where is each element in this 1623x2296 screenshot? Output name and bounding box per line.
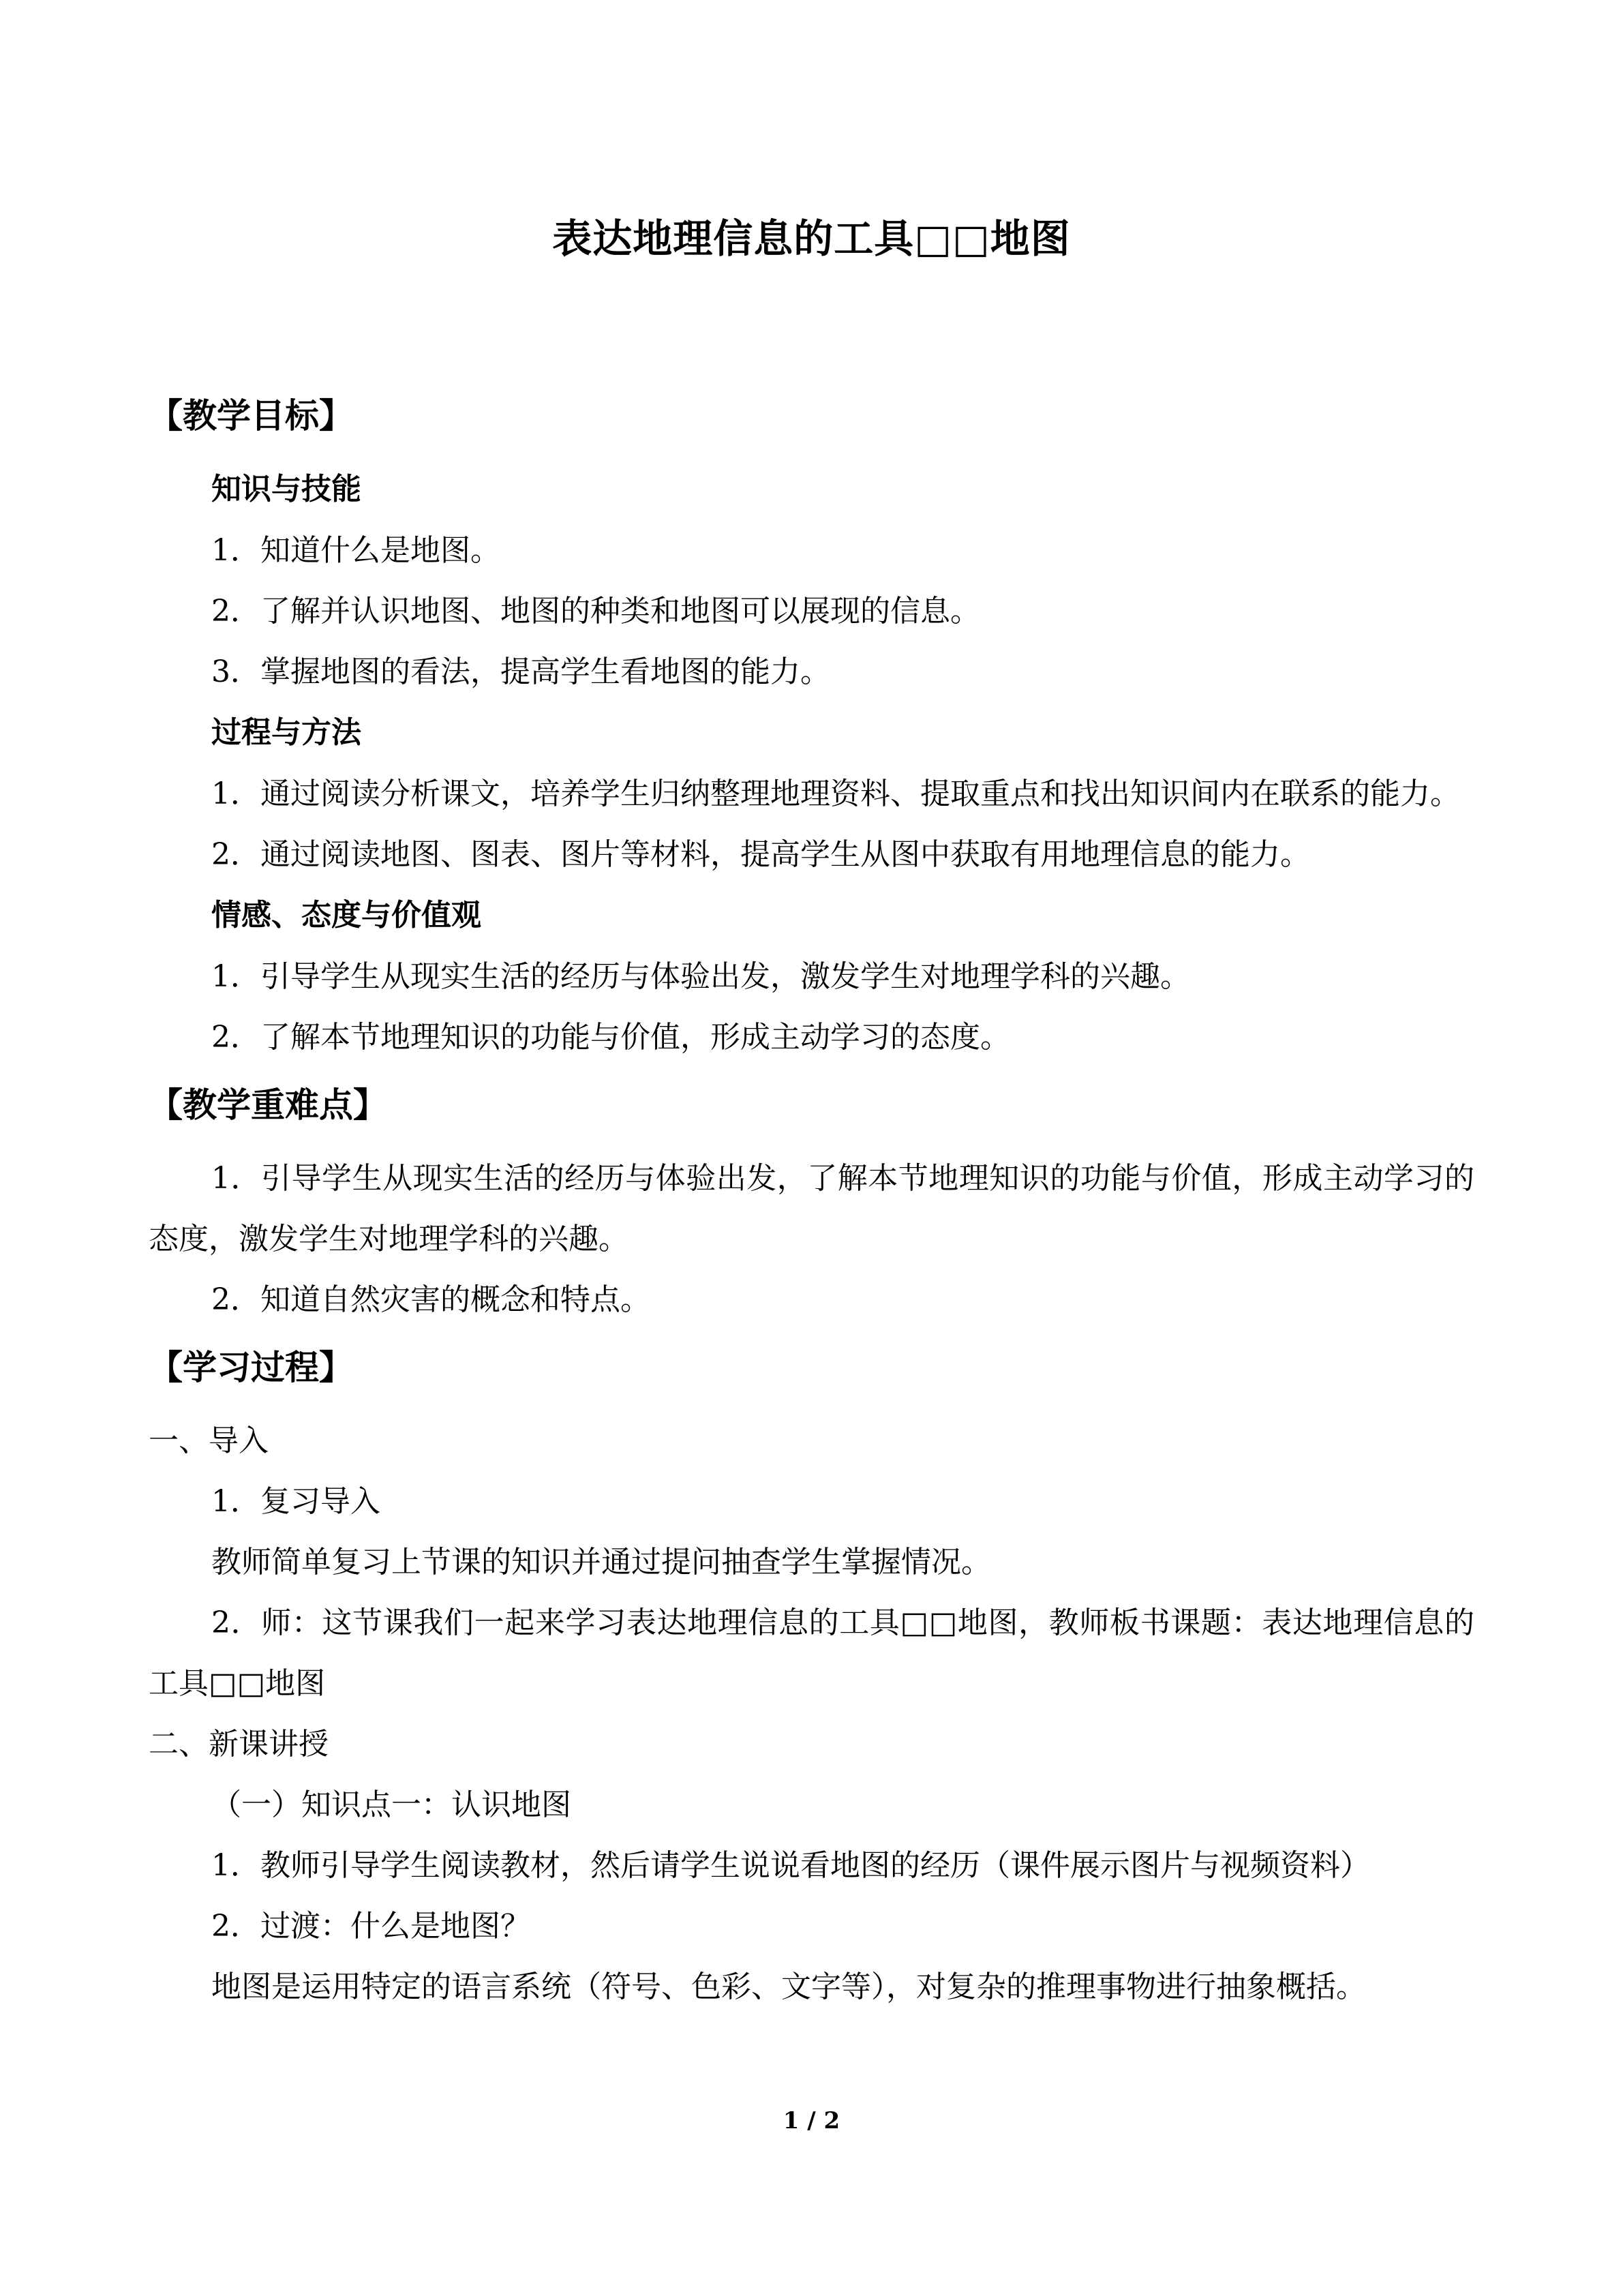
paragraph: 1．通过阅读分析课文，培养学生归纳整理地理资料、提取重点和找出知识间内在联系的能力。 [211,776,1460,811]
section-heading-key-points: 【教学重难点】 [149,1085,387,1125]
paragraph: 1．复习导入 [211,1484,380,1519]
paragraph: 2．通过阅读地图、图表、图片等材料，提高学生从图中获取有用地理信息的能力。 [211,837,1310,872]
paragraph: 2．过渡：什么是地图？ [211,1909,530,1944]
section-heading-objectives: 【教学目标】 [149,395,353,436]
page-number: 1 / 2 [783,2107,840,2134]
paragraph-heading: 一、导入 [149,1423,269,1458]
paragraph: 教师简单复习上节课的知识并通过提问抽查学生掌握情况。 [211,1545,991,1580]
paragraph-heading: 二、新课讲授 [149,1727,329,1762]
subheading-knowledge-skills: 知识与技能 [211,472,361,507]
paragraph: 2．了解本节地理知识的功能与价值，形成主动学习的态度。 [211,1020,1010,1055]
subheading-process-methods: 过程与方法 [211,715,361,750]
paragraph: 2．了解并认识地图、地图的种类和地图可以展现的信息。 [211,594,980,629]
paragraph: 1．引导学生从现实生活的经历与体验出发，激发学生对地理学科的兴趣。 [211,959,1190,994]
section-heading-learning-process: 【学习过程】 [149,1347,353,1387]
document-body [149,378,1474,2017]
paragraph: 地图是运用特定的语言系统（符号、色彩、文字等），对复杂的推理事物进行抽象概括。 [211,1969,1366,2004]
paragraph: 1．引导学生从现实生活的经历与体验出发，了解本节地理知识的功能与价值，形成主动学习的态度，激发学生对地理学科的兴趣。 [149,1161,1474,1256]
paragraph: 2．知道自然灾害的概念和特点。 [211,1282,650,1317]
subheading-attitude-values: 情感、态度与价值观 [211,898,481,933]
paragraph: 1．教师引导学生阅读教材，然后请学生说说看地图的经历（课件展示图片与视频资料） [211,1848,1370,1883]
paragraph: 2．师：这节课我们一起来学习表达地理信息的工具□□地图，教师板书课题：表达地理信息的工具□□地图 [149,1605,1474,1701]
paragraph: 1．知道什么是地图。 [211,533,500,568]
paragraph: 3．掌握地图的看法，提高学生看地图的能力。 [211,654,830,689]
document-title: 表达地理信息的工具□□地图 [552,215,1071,262]
paragraph: （一）知识点一：认识地图 [211,1787,571,1822]
